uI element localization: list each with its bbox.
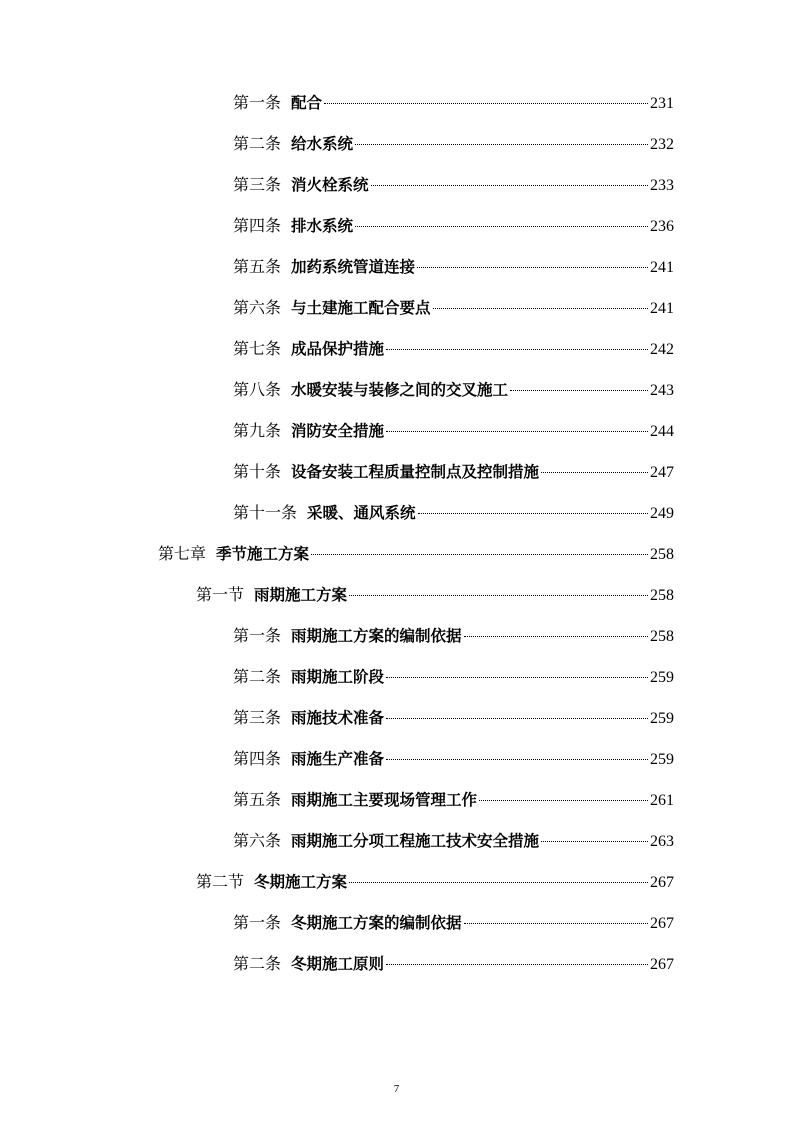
- toc-entry-number: 第一节: [196, 587, 245, 604]
- toc-entry[interactable]: [233, 88, 674, 118]
- toc-leader-dots: [386, 677, 648, 678]
- toc-entry[interactable]: [233, 662, 674, 692]
- toc-entry[interactable]: [233, 293, 674, 323]
- toc-entry-number: 第七条: [233, 341, 282, 358]
- toc-entry-title: 加药系统管道连接: [291, 258, 416, 276]
- toc-leader-dots: [510, 390, 648, 391]
- toc-entry-number: 第五条: [233, 792, 282, 809]
- toc-leader-dots: [311, 554, 648, 555]
- toc-entry[interactable]: [233, 416, 674, 446]
- toc-entry-number: 第六条: [233, 300, 282, 317]
- toc-entry-page: 233: [650, 177, 674, 194]
- toc-leader-dots: [479, 800, 648, 801]
- toc-entry-number: 第七章: [158, 546, 207, 563]
- toc-entry-title: 雨施技术准备: [291, 709, 385, 727]
- toc-leader-dots: [417, 267, 648, 268]
- toc-entry-title: 季节施工方案: [216, 545, 310, 563]
- toc-entry-number: 第八条: [233, 382, 282, 399]
- toc-entry-number: 第一条: [233, 95, 282, 112]
- toc-entry-number: 第一条: [233, 915, 282, 932]
- toc-leader-dots: [418, 513, 648, 514]
- toc-entry[interactable]: [233, 621, 674, 651]
- toc-leader-dots: [324, 103, 648, 104]
- toc-entry[interactable]: [233, 375, 674, 405]
- toc-entry-title: 水暖安装与装修之间的交叉施工: [291, 381, 509, 399]
- toc-entry-page: 267: [650, 915, 674, 932]
- toc-entry[interactable]: [233, 908, 674, 938]
- toc-entry-title: 雨期施工主要现场管理工作: [291, 791, 478, 809]
- toc-entry-title: 雨期施工方案的编制依据: [291, 627, 462, 645]
- toc-leader-dots: [386, 964, 648, 965]
- toc-entry-number: 第一条: [233, 628, 282, 645]
- toc-entry[interactable]: [233, 334, 674, 364]
- toc-entry-section[interactable]: [196, 580, 674, 610]
- toc-leader-dots: [386, 759, 648, 760]
- toc-entry-page: 261: [650, 792, 674, 809]
- toc-leader-dots: [541, 472, 648, 473]
- toc-entry-title: 设备安装工程质量控制点及控制措施: [291, 463, 540, 481]
- toc-entry-title: 配合: [291, 94, 323, 112]
- toc-entry-title: 消火栓系统: [291, 176, 369, 194]
- toc-entry-title: 冬期施工方案: [254, 873, 348, 891]
- toc-entry-page: 267: [650, 874, 674, 891]
- toc-entry-page: 263: [650, 833, 674, 850]
- toc-entry-number: 第二条: [233, 136, 282, 153]
- toc-entry-page: 244: [650, 423, 674, 440]
- toc-entry-page: 231: [650, 95, 674, 112]
- toc-entry-title: 成品保护措施: [291, 340, 385, 358]
- toc-leader-dots: [464, 636, 648, 637]
- toc-entry-number: 第三条: [233, 710, 282, 727]
- toc-entry-number: 第十一条: [233, 505, 298, 522]
- toc-entry-number: 第五条: [233, 259, 282, 276]
- toc-leader-dots: [386, 431, 648, 432]
- toc-entry-section[interactable]: [196, 867, 674, 897]
- toc-entry-number: 第三条: [233, 177, 282, 194]
- toc-entry[interactable]: [233, 211, 674, 241]
- toc-entry-page: 241: [650, 300, 674, 317]
- toc-entry[interactable]: [233, 949, 674, 979]
- toc-entry-number: 第二条: [233, 956, 282, 973]
- toc-entry-page: 232: [650, 136, 674, 153]
- toc-entry[interactable]: [233, 498, 674, 528]
- toc-entry-title: 雨期施工分项工程施工技术安全措施: [291, 832, 540, 850]
- toc-leader-dots: [386, 349, 648, 350]
- toc-entry-number: 第二节: [196, 874, 245, 891]
- toc-leader-dots: [464, 923, 648, 924]
- toc-entry-title: 雨期施工方案: [254, 586, 348, 604]
- toc-leader-dots: [386, 718, 648, 719]
- toc-leader-dots: [371, 185, 648, 186]
- toc-entry-number: 第二条: [233, 669, 282, 686]
- toc-entry-title: 冬期施工原则: [291, 955, 385, 973]
- toc-entry[interactable]: [233, 785, 674, 815]
- toc-entry-number: 第四条: [233, 218, 282, 235]
- toc-leader-dots: [349, 595, 648, 596]
- toc-entry-number: 第四条: [233, 751, 282, 768]
- toc-entry-page: 236: [650, 218, 674, 235]
- toc-entry-page: 247: [650, 464, 674, 481]
- toc-leader-dots: [433, 308, 648, 309]
- toc-entry-title: 雨施生产准备: [291, 750, 385, 768]
- page-number: 7: [393, 1083, 400, 1095]
- toc-entry[interactable]: [233, 457, 674, 487]
- toc-entry-page: 258: [650, 587, 674, 604]
- toc-entry-page: 258: [650, 546, 674, 563]
- toc-entry-page: 259: [650, 751, 674, 768]
- toc-entry-page: 259: [650, 669, 674, 686]
- toc-entry-number: 第六条: [233, 833, 282, 850]
- toc-leader-dots: [541, 841, 648, 842]
- toc-entry-title: 采暖、通风系统: [307, 504, 416, 522]
- toc-entry-page: 243: [650, 382, 674, 399]
- toc-entry-page: 267: [650, 956, 674, 973]
- toc-entry-page: 241: [650, 259, 674, 276]
- toc-entry[interactable]: [233, 252, 674, 282]
- toc-leader-dots: [355, 144, 648, 145]
- toc-entry-number: 第十条: [233, 464, 282, 481]
- toc-entry-title: 冬期施工方案的编制依据: [291, 914, 462, 932]
- toc-entry-number: 第九条: [233, 423, 282, 440]
- toc-entry-title: 雨期施工阶段: [291, 668, 385, 686]
- toc-entry[interactable]: [233, 703, 674, 733]
- toc-entry-page: 259: [650, 710, 674, 727]
- toc-entry-title: 消防安全措施: [291, 422, 385, 440]
- toc-entry-title: 排水系统: [291, 217, 354, 235]
- toc-entry-page: 242: [650, 341, 674, 358]
- toc-entry-page: 258: [650, 628, 674, 645]
- toc-entry-page: 249: [650, 505, 674, 522]
- toc-entry[interactable]: [233, 129, 674, 159]
- toc-entry-title: 与土建施工配合要点: [291, 299, 431, 317]
- toc-leader-dots: [355, 226, 648, 227]
- toc-entry-title: 给水系统: [291, 135, 354, 153]
- toc-entry[interactable]: [233, 170, 674, 200]
- toc-leader-dots: [349, 882, 648, 883]
- toc-entry[interactable]: [233, 744, 674, 774]
- toc-entry-chapter[interactable]: [158, 539, 674, 569]
- toc-entry[interactable]: [233, 826, 674, 856]
